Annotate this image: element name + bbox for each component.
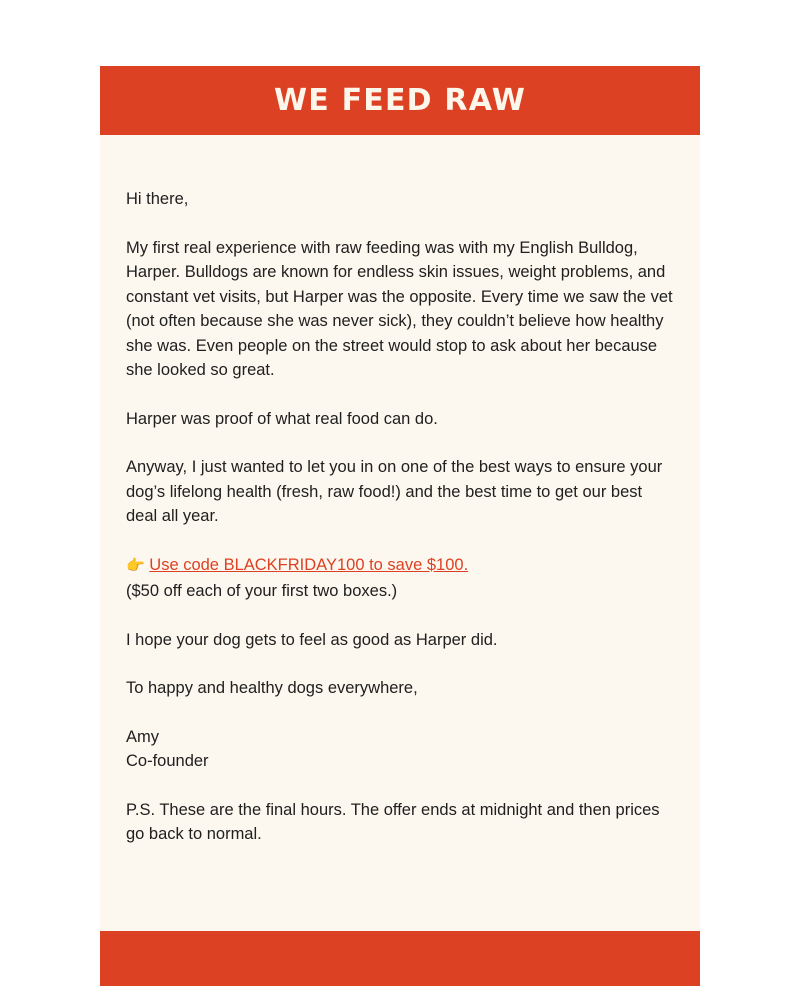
signature-name: Amy — [126, 727, 159, 746]
closing-paragraph-2: To happy and healthy dogs everywhere, — [126, 679, 418, 697]
paragraph-1: My first real experience with raw feeding was with my English Bulldog, Harper. Bulldogs are known for endless skin issues, weight problems, and constant vet visits, but Harper was the opposite. Every time we saw the vet (not often because she was never sick), they couldn’t believe how healthy she was. Even people on the street would stop to ask about her because she looked so great. — [126, 238, 673, 379]
email-header — [100, 66, 700, 135]
greeting-text: Hi there, — [126, 190, 189, 208]
promo-code-line[interactable] — [126, 553, 674, 579]
spacer — [126, 774, 674, 798]
email-container — [100, 66, 700, 986]
email-body-inner — [126, 187, 674, 847]
promo-subtext: ($50 off each of your first two boxes.) — [126, 582, 398, 600]
postscript-text: P.S. These are the final hours. The offer ends at midnight and then prices go back to normal. — [126, 800, 660, 843]
spacer — [126, 701, 674, 725]
paragraph-3: Anyway, I just wanted to let you in on one of the best ways to ensure your dog’s lifelong health (fresh, raw food!) and the best time to get our best deal all year. — [126, 458, 663, 525]
promo-code-link[interactable]: Use code BLACKFRIDAY100 to save $100. — [149, 555, 469, 574]
paragraph-2: Harper was proof of what real food can do. — [126, 409, 438, 428]
email-footer — [100, 931, 700, 986]
pointing-hand-icon: 👉 — [126, 556, 145, 574]
email-body — [100, 135, 700, 931]
signature-title: Co-founder — [126, 752, 209, 770]
brand-logo: WE FEED RAW — [273, 82, 527, 118]
closing-paragraph-1: I hope your dog gets to feel as good as Harper did. — [126, 630, 498, 649]
